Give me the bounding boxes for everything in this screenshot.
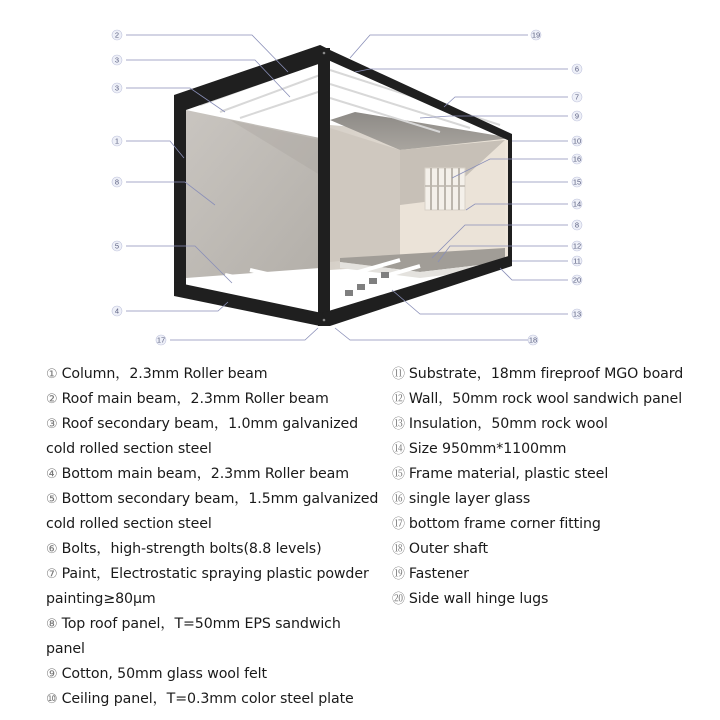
svg-text:1: 1: [114, 136, 120, 146]
bolt: [323, 319, 326, 322]
svg-text:19: 19: [531, 30, 541, 40]
container-structure-diagram: [0, 0, 720, 355]
interior: [330, 112, 512, 278]
callout-17: [156, 335, 166, 345]
svg-text:20: 20: [572, 275, 582, 285]
callout-2: [112, 30, 122, 40]
callout-6: [572, 64, 582, 74]
svg-text:15: 15: [572, 177, 582, 187]
legend-item-1: ① Column，2.3mm Roller beam: [46, 366, 268, 382]
callout-7: [572, 92, 582, 102]
svg-text:8: 8: [114, 177, 120, 187]
callout-1: [112, 136, 122, 146]
callout-14: [572, 199, 582, 209]
callout-15: [572, 177, 582, 187]
callout-19: [531, 30, 541, 40]
legend-item-13: ⑬ Insulation，50mm rock wool: [392, 416, 608, 432]
callout-18: [528, 335, 538, 345]
callout-4: [112, 306, 122, 316]
callout-8b: [572, 220, 582, 230]
bolt: [323, 52, 326, 55]
legend-item-15: ⑮ Frame material, plastic steel: [392, 466, 609, 482]
column-left: [174, 95, 186, 290]
legend-item-6: ⑥ Bolts，high-strength bolts(8.8 levels): [46, 541, 322, 557]
legend-item-4: ④ Bottom main beam，2.3mm Roller beam: [46, 466, 349, 482]
legend-item-8: ⑧ Top roof panel，T=50mm EPS sandwich panel: [46, 616, 341, 657]
legend-item-10: ⑩ Ceiling panel，T=0.3mm color steel plate: [46, 691, 354, 707]
callout-8: [112, 177, 122, 187]
legend-item-5: ⑤ Bottom secondary beam，1.5mm galvanized cold rolled section steel: [46, 491, 379, 532]
callout-10: [572, 136, 582, 146]
callout-9: [572, 111, 582, 121]
legend-left-column: [46, 362, 386, 712]
callout-3: [112, 55, 122, 65]
svg-text:7: 7: [574, 92, 580, 102]
svg-text:6: 6: [574, 64, 580, 74]
column-right: [508, 138, 512, 262]
legend-item-20: ⑳ Side wall hinge lugs: [392, 591, 549, 607]
svg-text:16: 16: [572, 154, 582, 164]
svg-text:2: 2: [114, 30, 120, 40]
svg-text:14: 14: [572, 199, 582, 209]
svg-text:10: 10: [572, 136, 582, 146]
legend-item-16: ⑯ single layer glass: [392, 491, 531, 507]
svg-text:13: 13: [572, 309, 582, 319]
column-front: [318, 48, 330, 326]
callout-20: [572, 275, 582, 285]
legend-item-3: ③ Roof secondary beam，1.0mm galvanized cold rolled section steel: [46, 416, 359, 457]
callout-13: [572, 309, 582, 319]
svg-text:9: 9: [574, 111, 580, 121]
callout-12: [572, 241, 582, 251]
svg-text:5: 5: [114, 241, 120, 251]
callout-11: [572, 256, 582, 266]
left-wall-panel: [186, 110, 320, 278]
svg-text:11: 11: [573, 256, 581, 266]
callouts-left: [112, 30, 166, 345]
legend-item-14: ⑭ Size 950mm*1100mm: [392, 441, 567, 457]
callout-5: [112, 241, 122, 251]
legend-item-2: ② Roof main beam，2.3mm Roller beam: [46, 391, 329, 407]
legend-item-17: ⑰ bottom frame corner fitting: [392, 516, 601, 532]
callout-16: [572, 154, 582, 164]
svg-text:4: 4: [114, 306, 120, 316]
svg-text:18: 18: [528, 335, 538, 345]
callouts-right: [528, 30, 582, 345]
legend-item-19: ⑲ Fastener: [392, 566, 469, 582]
legend-right-column: [392, 362, 712, 612]
svg-text:17: 17: [156, 335, 166, 345]
legend-item-11: ⑪ Substrate，18mm fireproof MGO board: [392, 366, 684, 382]
svg-text:3: 3: [114, 83, 120, 93]
svg-text:8: 8: [574, 220, 580, 230]
svg-text:3: 3: [114, 55, 120, 65]
legend-item-9: ⑨ Cotton, 50mm glass wool felt: [46, 666, 267, 682]
svg-text:12: 12: [572, 241, 582, 251]
legend-item-12: ⑫ Wall，50mm rock wool sandwich panel: [392, 391, 683, 407]
legend-item-7: ⑦ Paint，Electrostatic spraying plastic powder painting≥80μm: [46, 566, 369, 607]
side-wall-inner: [330, 128, 400, 262]
legend-item-18: ⑱ Outer shaft: [392, 541, 488, 557]
callout-3b: [112, 83, 122, 93]
